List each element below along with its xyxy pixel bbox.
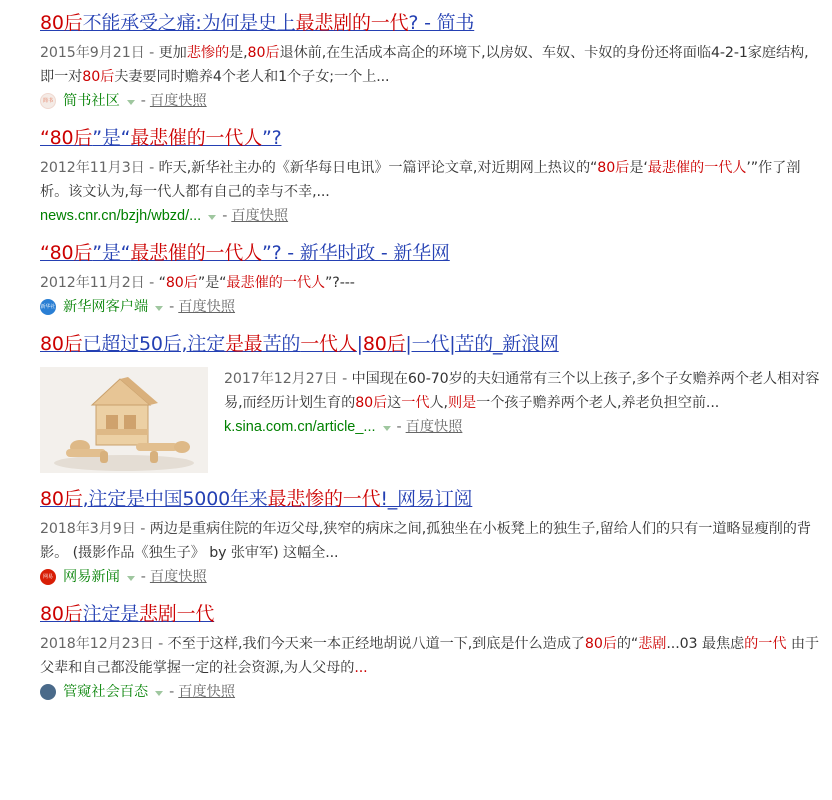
highlight-text: 一代	[401, 395, 430, 411]
cache-snapshot-link[interactable]: 百度快照	[178, 299, 236, 315]
text-segment: 夫妻要同时赡养4个老人和1个子女;一个上...	[114, 69, 390, 85]
text-segment: 这	[387, 395, 402, 411]
highlight-text: ...	[354, 660, 368, 676]
text-segment: 已超过50后,注定	[82, 333, 225, 355]
text-segment: 两边是重病住院的年迈父母,狭窄的病床之间,孤独坐在小板凳上的独生子,留给人们的只有一道略显瘦削的背影。 (摄影作品《独生子》 by 张审军) 这幅全...	[40, 521, 811, 561]
highlight-text: 则是	[447, 395, 477, 411]
text-segment: 人,	[429, 395, 448, 411]
highlight-text: 最悲催的一代人	[226, 275, 326, 291]
highlight-text: 80后	[247, 45, 280, 61]
source-name-link[interactable]: 新华网客户端	[63, 299, 149, 315]
search-result	[40, 331, 820, 473]
highlight-text: 80后	[165, 275, 198, 291]
result-date: 2018年12月23日 -	[40, 636, 168, 652]
source-name-link[interactable]: 简书社区	[63, 93, 120, 109]
text-segment: 更加	[158, 45, 187, 61]
separator: -	[140, 569, 146, 585]
text-segment: ”是“	[92, 242, 131, 264]
text-segment: 不能承受之痛:为何是史上	[82, 12, 296, 34]
highlight-text: 80后	[362, 333, 406, 355]
text-segment: 退休前,在生活成本高企的环境下,以房奴、车奴、卡奴的身份还将面临4-2-1家庭结构,即一对	[40, 45, 809, 85]
highlight-text: 最悲催的一代人	[130, 127, 262, 149]
source-logo-icon: 简书	[40, 93, 56, 109]
highlight-text: 悲惨的	[186, 45, 230, 61]
text-segment: 昨天,新华社主办的《新华每日电讯》一篇评论文章,对近期网上热议的“	[158, 160, 598, 176]
dropdown-arrow-icon[interactable]	[127, 100, 135, 105]
highlight-text: 悲剧一代	[138, 603, 215, 625]
highlight-text: 一代人	[300, 333, 357, 355]
search-result	[40, 601, 820, 703]
result-snippet	[40, 41, 820, 89]
highlight-text: 80后	[584, 636, 617, 652]
text-segment: 是‘	[629, 160, 648, 176]
text-segment: ”是“	[92, 127, 131, 149]
source-name-link[interactable]: 网易新闻	[63, 569, 120, 585]
highlight-text: “80后	[40, 127, 93, 149]
highlight-text: 80后	[355, 395, 388, 411]
text-segment: 的“	[616, 636, 639, 652]
highlight-text: 80后	[597, 160, 630, 176]
dropdown-arrow-icon[interactable]	[155, 691, 163, 696]
separator: -	[140, 93, 146, 109]
result-body-with-thumbnail	[40, 358, 820, 473]
text-segment: |	[356, 333, 363, 355]
highlight-text: 最悲剧的一代	[295, 12, 409, 34]
text-segment: ”是“	[197, 275, 227, 291]
separator: -	[169, 684, 175, 700]
dropdown-arrow-icon[interactable]	[127, 576, 135, 581]
result-snippet	[224, 367, 820, 415]
text-segment: ,注定是中国5000年来	[82, 488, 268, 510]
cache-snapshot-link[interactable]: 百度快照	[231, 208, 289, 224]
result-title-link[interactable]	[40, 601, 820, 628]
result-source-line	[224, 416, 820, 438]
result-date: 2012年11月2日 -	[40, 275, 159, 291]
text-segment: ’”作了剖析。该文认为,每一代人都有自己的幸与不幸,...	[40, 160, 801, 200]
separator: -	[396, 419, 402, 435]
result-date: 2012年11月3日 -	[40, 160, 159, 176]
text-segment: 中国现在60-70岁的夫妇通常有三个以上孩子,多个子女赡养两个老人相对容易,而经历计划生育的	[224, 371, 820, 411]
source-logo-icon	[40, 684, 56, 700]
text-segment: 是,	[229, 45, 248, 61]
text-segment: 苦的	[262, 333, 301, 355]
result-source-line	[40, 205, 820, 227]
result-thumbnail-image[interactable]	[40, 367, 208, 473]
result-snippet	[40, 156, 820, 204]
text-segment: ”? - 新华时政 - 新华网	[261, 242, 450, 264]
result-source-line	[40, 566, 820, 588]
separator: -	[222, 208, 228, 224]
result-source-line	[40, 90, 820, 112]
result-url: k.sina.com.cn/article_...	[224, 419, 376, 435]
result-date: 2015年9月21日 -	[40, 45, 159, 61]
result-title-link[interactable]	[40, 240, 820, 267]
highlight-text: 的一代	[744, 636, 787, 652]
text-segment: 由于父辈和自己都没能掌握一定的社会资源,为人父母的	[40, 636, 819, 676]
highlight-text: 80后	[40, 603, 83, 625]
cache-snapshot-link[interactable]: 百度快照	[178, 684, 236, 700]
text-segment: !_网易订阅	[380, 488, 473, 510]
result-source-line	[40, 296, 820, 318]
highlight-text: 80后	[40, 333, 83, 355]
highlight-text: 是最	[225, 333, 263, 355]
result-date: 2017年12月27日 -	[224, 371, 352, 387]
highlight-text: 最悲催的一代人	[647, 160, 747, 176]
highlight-text: 80后	[40, 488, 83, 510]
highlight-text: 最悲惨的一代	[267, 488, 381, 510]
search-result	[40, 125, 820, 227]
result-snippet	[40, 517, 820, 565]
result-body	[224, 358, 820, 473]
text-segment: “	[158, 275, 166, 291]
source-logo-icon: 网易	[40, 569, 56, 585]
text-segment: ? - 简书	[408, 12, 475, 34]
dropdown-arrow-icon[interactable]	[155, 306, 163, 311]
dropdown-arrow-icon[interactable]	[208, 215, 216, 220]
source-name-link[interactable]: 管窥社会百态	[63, 684, 149, 700]
highlight-text: “80后	[40, 242, 93, 264]
highlight-text: 最悲催的一代人	[130, 242, 262, 264]
cache-snapshot-link[interactable]: 百度快照	[149, 569, 207, 585]
source-logo-icon: 新华社	[40, 299, 56, 315]
text-segment: ”?---	[325, 275, 355, 291]
result-title-link[interactable]	[40, 331, 820, 358]
result-title-link[interactable]	[40, 10, 820, 37]
wooden-blocks-illustration	[40, 367, 208, 473]
search-result	[40, 486, 820, 588]
text-segment: ”?	[261, 127, 282, 149]
highlight-text: 80后	[82, 69, 115, 85]
result-title-link[interactable]	[40, 486, 820, 513]
result-url: news.cnr.cn/bzjh/wbzd/...	[40, 208, 202, 224]
result-title-link[interactable]	[40, 125, 820, 152]
text-segment: 一个孩子赡养两个老人,养老负担空前...	[476, 395, 720, 411]
result-source-line	[40, 681, 820, 703]
highlight-text: 80后	[40, 12, 83, 34]
search-result	[40, 240, 820, 318]
result-date: 2018年3月9日 -	[40, 521, 150, 537]
text-segment: 不至于这样,我们今天来一本正经地胡说八道一下,到底是什么造成了	[167, 636, 585, 652]
result-snippet	[40, 632, 820, 680]
text-segment: 注定是	[82, 603, 139, 625]
separator: -	[169, 299, 175, 315]
search-results	[40, 10, 820, 716]
dropdown-arrow-icon[interactable]	[383, 426, 391, 431]
cache-snapshot-link[interactable]: 百度快照	[149, 93, 207, 109]
text-segment: ...03 最焦虑	[666, 636, 745, 652]
text-segment: |一代|苦的_新浪网	[405, 333, 559, 355]
search-result	[40, 10, 820, 112]
result-snippet	[40, 271, 820, 295]
highlight-text: 悲剧	[638, 636, 667, 652]
cache-snapshot-link[interactable]: 百度快照	[405, 419, 463, 435]
